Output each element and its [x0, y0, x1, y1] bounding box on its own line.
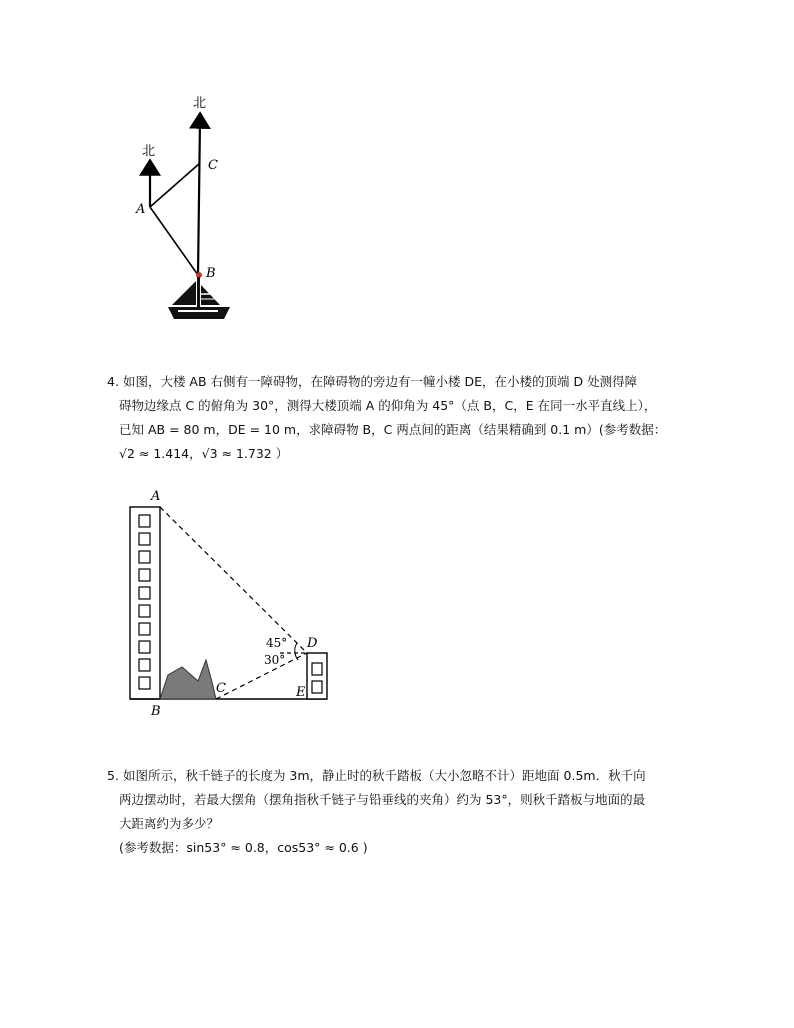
point-a-label: A [136, 202, 146, 217]
obstacle [160, 660, 216, 699]
point-c-label: C [208, 158, 218, 173]
figure-buildings [120, 485, 340, 720]
problem-5-number: 5. [107, 768, 119, 783]
point-d-label: D [307, 636, 318, 651]
north-label-2: 北 [142, 144, 156, 159]
point-b-label: B [206, 266, 216, 281]
problem-5-line-1: 如图所示，秋千链子的长度为 3m，静止时的秋千踏板（大小忽略不计）距地面 0.5m．秋千向 [122, 768, 646, 783]
point-b-label: B [151, 704, 161, 719]
problem-4-line-3: 已知 AB = 80 m，DE = 10 m，求障碍物 B，C 两点间的距离（结果精确到 0.1 m）(参考数据： [119, 422, 667, 437]
figure-north-triangle [120, 85, 250, 335]
boat-icon [168, 272, 230, 319]
problem-5-line-2: 两边摆动时，若最大摆角（摆角指秋千链子与铅垂线的夹角）约为 53°，则秋千踏板与地面的最 [119, 792, 646, 807]
point-e-label: E [296, 685, 306, 700]
segment-ac [150, 163, 200, 207]
problem-4-line-1: 如图，大楼 AB 右侧有一障碍物，在障碍物的旁边有一幢小楼 DE，在小楼的顶端 D 处测得障 [122, 374, 638, 389]
problem-5-line-3: 大距离约为多少？ [119, 816, 220, 831]
north-arrow-b [198, 120, 200, 275]
problem-5 [107, 764, 646, 860]
angle-arc-45 [295, 643, 297, 653]
point-c-label: C [216, 681, 226, 696]
problem-4-line-2: 碍物边缘点 C 的俯角为 30°，测得大楼顶端 A 的仰角为 45°（点 B，C，E 在同一水平直线上）， [119, 398, 657, 413]
north-label-1: 北 [193, 96, 207, 111]
sight-line-dc [216, 653, 307, 699]
point-a-label: A [151, 489, 161, 504]
problem-4-line-4: √2 ≈ 1.414，√3 ≈ 1.732 ） [119, 446, 289, 461]
angle-45-label: 45° [266, 636, 288, 650]
problem-4-number: 4. [107, 374, 119, 389]
problem-5-line-4: (参考数据：sin53° ≈ 0.8，cos53° ≈ 0.6 ) [119, 840, 368, 855]
angle-30-label: 30° [264, 653, 286, 667]
angle-arc-30 [295, 653, 298, 660]
segment-ab [150, 207, 198, 275]
problem-4 [107, 370, 666, 466]
sight-line-da [160, 507, 307, 653]
